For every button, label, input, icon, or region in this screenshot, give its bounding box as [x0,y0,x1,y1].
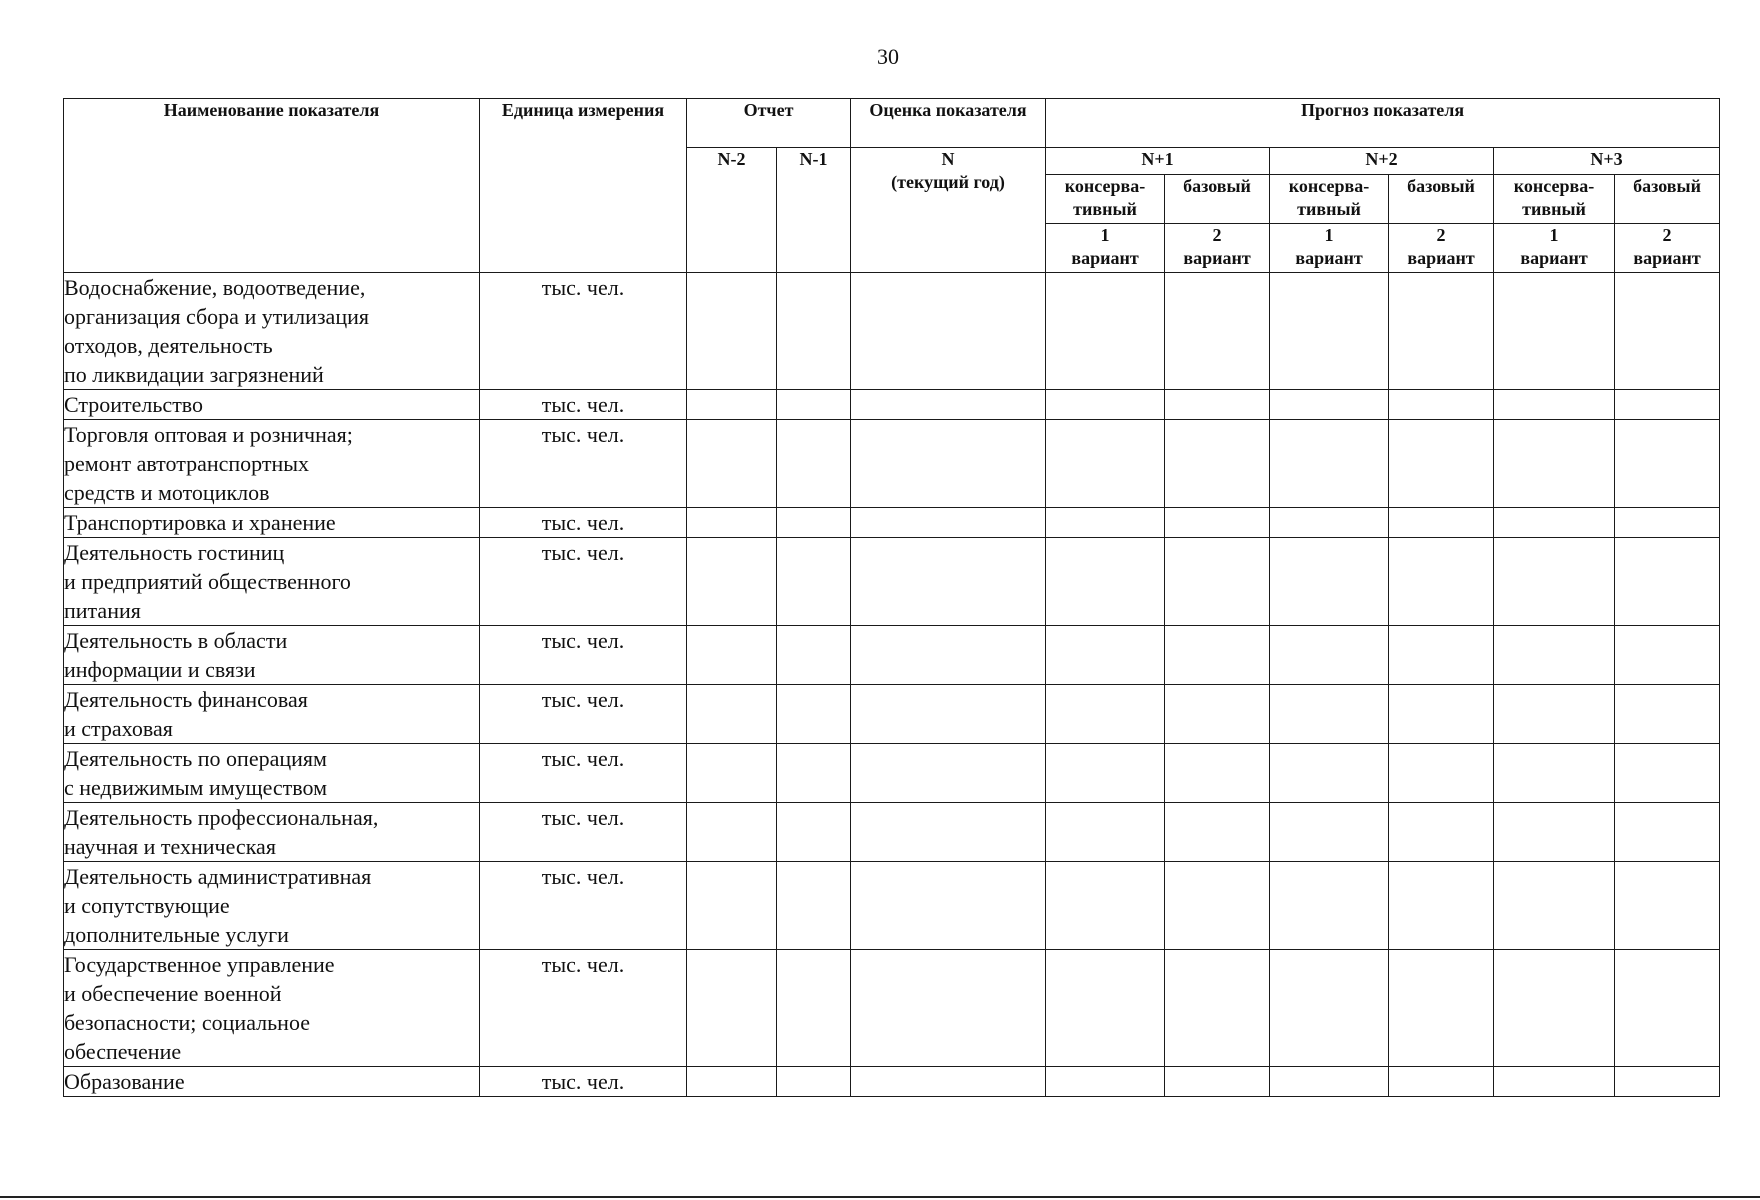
value-cell [1270,508,1389,538]
indicator-name: Образование [64,1067,480,1097]
value-cell [1165,508,1270,538]
header-report: Отчет [687,99,851,148]
table-row [64,1067,1720,1097]
value-cell [777,862,851,950]
indicator-unit: тыс. чел. [480,538,687,626]
value-cell [1270,1067,1389,1097]
value-cell [1046,626,1165,685]
indicator-unit: тыс. чел. [480,273,687,390]
value-cell [1046,744,1165,803]
value-cell [1165,685,1270,744]
header-variant-2 [1615,224,1720,273]
value-cell [1165,390,1270,420]
value-cell [1494,626,1615,685]
value-cell [1389,803,1494,862]
value-cell [777,1067,851,1097]
value-cell [851,538,1046,626]
variant-number: 2 [1436,225,1446,245]
header-variant-1 [1494,224,1615,273]
value-cell [1046,273,1165,390]
value-cell [1615,420,1720,508]
variant-word: вариант [1633,248,1701,268]
value-cell [687,950,777,1067]
value-cell [1615,538,1720,626]
value-cell [687,390,777,420]
table-row [64,685,1720,744]
variant-number: 2 [1212,225,1222,245]
value-cell [851,273,1046,390]
indicator-unit: тыс. чел. [480,862,687,950]
value-cell [1165,803,1270,862]
value-cell [1270,685,1389,744]
value-cell [1389,538,1494,626]
value-cell [1389,744,1494,803]
header-base: базовый [1389,175,1494,224]
value-cell [1270,744,1389,803]
indicator-name: Деятельность административная и сопутствующие дополнительные услуги [64,862,480,950]
header-year-n-plus-2: N+2 [1270,148,1494,175]
value-cell [1046,508,1165,538]
value-cell [1046,950,1165,1067]
value-cell [1389,508,1494,538]
value-cell [1494,950,1615,1067]
value-cell [777,626,851,685]
forecast-table [63,98,1720,1097]
header-forecast: Прогноз показателя [1046,99,1720,148]
value-cell [1494,744,1615,803]
header-variant-1 [1270,224,1389,273]
header-unit: Единица измерения [480,99,687,273]
value-cell [1615,1067,1720,1097]
value-cell [1270,390,1389,420]
value-cell [1494,803,1615,862]
table-row [64,626,1720,685]
value-cell [1494,862,1615,950]
value-cell [1615,685,1720,744]
header-base: базовый [1165,175,1270,224]
indicator-name: Деятельность гостиниц и предприятий общественного питания [64,538,480,626]
value-cell [687,538,777,626]
table-row [64,273,1720,390]
value-cell [1494,685,1615,744]
value-cell [1165,626,1270,685]
value-cell [1615,626,1720,685]
value-cell [1046,1067,1165,1097]
value-cell [687,626,777,685]
value-cell [1270,538,1389,626]
variant-number: 2 [1662,225,1672,245]
table-row [64,420,1720,508]
header-conservative: консерва-тивный [1270,175,1389,224]
value-cell [1046,862,1165,950]
variant-number: 1 [1549,225,1559,245]
value-cell [777,390,851,420]
value-cell [777,744,851,803]
value-cell [851,508,1046,538]
value-cell [1389,390,1494,420]
value-cell [687,508,777,538]
value-cell [1046,420,1165,508]
indicator-name: Деятельность профессиональная, научная и техническая [64,803,480,862]
value-cell [687,744,777,803]
value-cell [1494,420,1615,508]
value-cell [1615,390,1720,420]
variant-word: вариант [1295,248,1363,268]
value-cell [1494,273,1615,390]
header-name: Наименование показателя [64,99,480,273]
indicator-unit: тыс. чел. [480,1067,687,1097]
value-cell [777,685,851,744]
value-cell [1165,538,1270,626]
value-cell [687,273,777,390]
value-cell [687,862,777,950]
value-cell [1494,390,1615,420]
value-cell [777,273,851,390]
indicator-name: Транспортировка и хранение [64,508,480,538]
value-cell [1615,273,1720,390]
value-cell [1389,950,1494,1067]
value-cell [1494,538,1615,626]
value-cell [1615,950,1720,1067]
indicator-name: Строительство [64,390,480,420]
header-variant-2 [1165,224,1270,273]
value-cell [1615,803,1720,862]
indicator-name: Государственное управление и обеспечение военной безопасности; социальное обеспечение [64,950,480,1067]
value-cell [777,803,851,862]
value-cell [1615,508,1720,538]
header-variant-2 [1389,224,1494,273]
value-cell [1389,273,1494,390]
indicator-unit: тыс. чел. [480,420,687,508]
value-cell [851,390,1046,420]
value-cell [851,1067,1046,1097]
variant-word: вариант [1407,248,1475,268]
bottom-rule [0,1196,1760,1198]
current-year-note: (текущий год) [891,172,1005,192]
table-row [64,390,1720,420]
table-row [64,862,1720,950]
value-cell [1270,273,1389,390]
value-cell [1494,1067,1615,1097]
value-cell [1270,803,1389,862]
header-conservative: консерва-тивный [1494,175,1615,224]
header-year-n-plus-1: N+1 [1046,148,1270,175]
value-cell [1270,950,1389,1067]
indicator-unit: тыс. чел. [480,508,687,538]
value-cell [687,803,777,862]
value-cell [777,538,851,626]
indicator-unit: тыс. чел. [480,685,687,744]
variant-number: 1 [1324,225,1334,245]
indicator-name: Деятельность по операциям с недвижимым имуществом [64,744,480,803]
value-cell [1165,1067,1270,1097]
variant-word: вариант [1071,248,1139,268]
value-cell [851,862,1046,950]
value-cell [1046,538,1165,626]
indicator-unit: тыс. чел. [480,390,687,420]
value-cell [1046,685,1165,744]
current-year-label: N [941,149,955,169]
value-cell [1270,862,1389,950]
value-cell [851,744,1046,803]
indicator-unit: тыс. чел. [480,803,687,862]
value-cell [687,420,777,508]
indicator-name: Деятельность финансовая и страховая [64,685,480,744]
value-cell [1165,420,1270,508]
value-cell [1389,626,1494,685]
indicator-unit: тыс. чел. [480,626,687,685]
value-cell [1389,1067,1494,1097]
value-cell [851,685,1046,744]
header-base: базовый [1615,175,1720,224]
value-cell [1615,862,1720,950]
header-estimate: Оценка показателя [851,99,1046,148]
value-cell [1270,420,1389,508]
variant-number: 1 [1100,225,1110,245]
value-cell [1270,626,1389,685]
header-year-n-minus-2: N-2 [687,148,777,273]
header-year-n-minus-1: N-1 [777,148,851,273]
value-cell [1389,685,1494,744]
value-cell [1389,420,1494,508]
value-cell [777,420,851,508]
indicator-name: Торговля оптовая и розничная; ремонт автотранспортных средств и мотоциклов [64,420,480,508]
value-cell [851,420,1046,508]
value-cell [1165,950,1270,1067]
value-cell [777,950,851,1067]
header-year-n-plus-3: N+3 [1494,148,1720,175]
value-cell [1165,273,1270,390]
table-body [64,273,1720,1097]
indicator-name: Водоснабжение, водоотведение, организация сбора и утилизация отходов, деятельность по ликвидации загрязнений [64,273,480,390]
header-variant-1 [1046,224,1165,273]
value-cell [1494,508,1615,538]
table-row [64,803,1720,862]
value-cell [1615,744,1720,803]
value-cell [687,685,777,744]
value-cell [1165,862,1270,950]
table-row [64,744,1720,803]
header-current-year [851,148,1046,273]
table-row [64,538,1720,626]
value-cell [851,803,1046,862]
value-cell [851,950,1046,1067]
indicator-unit: тыс. чел. [480,744,687,803]
value-cell [1165,744,1270,803]
table-row [64,950,1720,1067]
value-cell [1389,862,1494,950]
page-number: 30 [877,44,899,69]
value-cell [1046,390,1165,420]
value-cell [687,1067,777,1097]
indicator-unit: тыс. чел. [480,950,687,1067]
variant-word: вариант [1520,248,1588,268]
value-cell [777,508,851,538]
variant-word: вариант [1183,248,1251,268]
value-cell [851,626,1046,685]
table-row [64,508,1720,538]
header-conservative: консерва-тивный [1046,175,1165,224]
indicator-name: Деятельность в области информации и связи [64,626,480,685]
value-cell [1046,803,1165,862]
